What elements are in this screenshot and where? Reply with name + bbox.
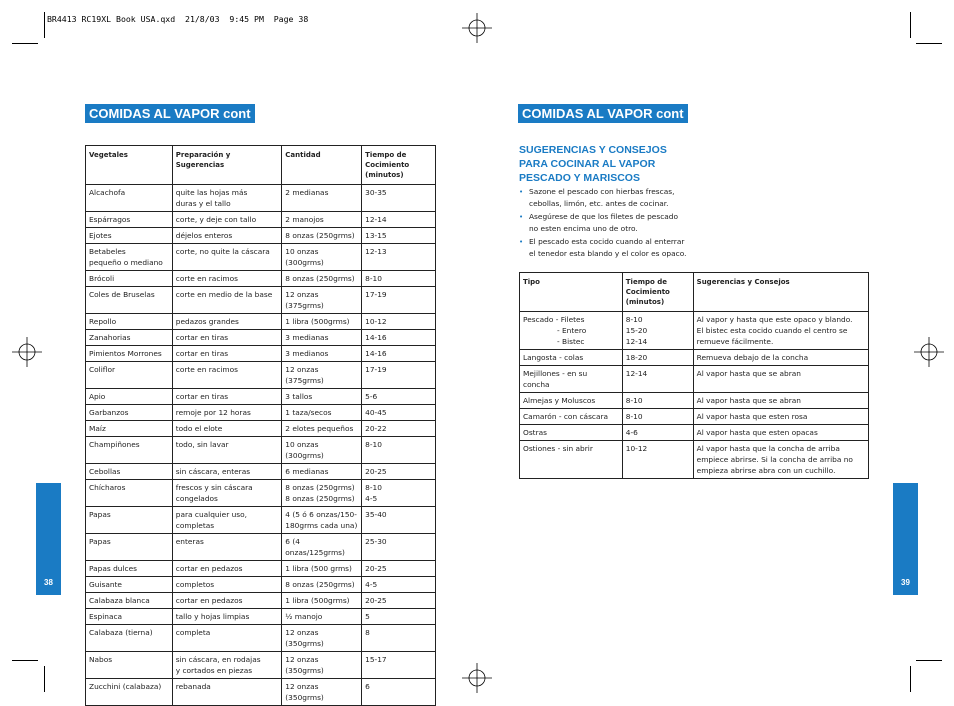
table-cell: Al vapor hasta que se abran	[693, 366, 868, 393]
table-cell: Calabaza (tierna)	[86, 625, 173, 652]
table-row	[86, 346, 436, 362]
table-cell: 1 libra (500grms)	[282, 314, 362, 330]
table-cell: 20-25	[362, 464, 436, 480]
table-row	[86, 271, 436, 287]
table-cell: 18-20	[622, 350, 693, 366]
page-number-right: 39	[901, 578, 910, 587]
tips-list	[519, 186, 699, 260]
table-cell: ½ manojo	[282, 609, 362, 625]
table-cell: 20-25	[362, 593, 436, 609]
print-slug: BR4413 RC19XL Book USA.qxd 21/8/03 9:45 PM Page 38	[47, 14, 309, 24]
table-cell: Espárragos	[86, 212, 173, 228]
table-cell: 3 tallos	[282, 389, 362, 405]
table-row	[86, 437, 436, 464]
table-row	[520, 441, 869, 479]
table-cell: corte, y deje con tallo	[172, 212, 282, 228]
table-row	[86, 480, 436, 507]
table-cell: Ostiones - sin abrir	[520, 441, 623, 479]
page-tab-left	[36, 483, 61, 595]
table-cell: para cualquier uso, completas	[172, 507, 282, 534]
registration-mark-icon	[914, 337, 944, 367]
table-row	[86, 534, 436, 561]
table-cell: 10-12	[622, 441, 693, 479]
table-cell: 17-19	[362, 287, 436, 314]
left-section-title: COMIDAS AL VAPOR cont	[85, 104, 255, 123]
table-cell: 14-16	[362, 346, 436, 362]
table-cell: corte en racimos	[172, 362, 282, 389]
table-cell: completos	[172, 577, 282, 593]
table-cell: Al vapor hasta que esten rosa	[693, 409, 868, 425]
table-cell: 12 onzas (350grms)	[282, 625, 362, 652]
table-cell	[520, 312, 623, 350]
table-cell: 20-22	[362, 421, 436, 437]
table-cell: 8-10	[622, 409, 693, 425]
table-cell: 12-14	[362, 212, 436, 228]
column-header: Sugerencias y Consejos	[693, 273, 868, 312]
tips-subheading: SUGERENCIAS Y CONSEJOS PARA COCINAR AL VAPOR PESCADO Y MARISCOS	[519, 144, 667, 184]
table-cell: 1 libra (500grms)	[282, 593, 362, 609]
table-header-row	[86, 146, 436, 185]
table-cell: corte en racimos	[172, 271, 282, 287]
table-cell: frescos y sin cáscara congelados	[172, 480, 282, 507]
table-row	[86, 652, 436, 679]
table-cell: Zanahorias	[86, 330, 173, 346]
list-item	[519, 211, 699, 236]
table-row	[86, 314, 436, 330]
table-cell: todo, sin lavar	[172, 437, 282, 464]
vegetables-table	[85, 145, 436, 706]
table-cell: Camarón - con cáscara	[520, 409, 623, 425]
table-cell: Papas dulces	[86, 561, 173, 577]
table-cell: 10 onzas (300grms)	[282, 437, 362, 464]
table-cell: 5	[362, 609, 436, 625]
bullet-icon: •	[519, 188, 524, 196]
table-cell: corte, no quite la cáscara	[172, 244, 282, 271]
table-cell: Zucchini (calabaza)	[86, 679, 173, 706]
table-cell: 12 onzas (350grms)	[282, 652, 362, 679]
table-row	[86, 185, 436, 212]
table-cell: 2 manojos	[282, 212, 362, 228]
crop-mark	[44, 666, 45, 692]
table-cell: 8	[362, 625, 436, 652]
table-cell: Coles de Bruselas	[86, 287, 173, 314]
table-cell: 40-45	[362, 405, 436, 421]
table-row	[86, 593, 436, 609]
table-row	[86, 561, 436, 577]
table-row	[86, 212, 436, 228]
table-cell: 8 onzas (250grms)	[282, 228, 362, 244]
tip-text: Sazone el pescado con hierbas frescas, cebollas, limón, etc. antes de cocinar.	[529, 187, 675, 209]
column-header: Vegetales	[86, 146, 173, 185]
table-cell: Al vapor hasta que la concha de arriba empiece abrirse. Si la concha de arriba no empieza abrirse abra con un cuchillo.	[693, 441, 868, 479]
table-cell: cortar en tiras	[172, 346, 282, 362]
table-cell: 8-10	[362, 437, 436, 464]
crop-mark	[916, 660, 942, 661]
column-header: Tiempo de Cocimiento (minutos)	[362, 146, 436, 185]
table-cell: Betabeles pequeño o mediano	[86, 244, 173, 271]
table-cell: 6 medianas	[282, 464, 362, 480]
cell-line: - Bistec	[557, 337, 585, 346]
column-header: Cantidad	[282, 146, 362, 185]
table-row	[520, 409, 869, 425]
registration-mark-icon	[12, 337, 42, 367]
table-row	[86, 287, 436, 314]
table-cell: 8-10	[362, 271, 436, 287]
table-cell: todo el elote	[172, 421, 282, 437]
table-cell: Al vapor hasta que esten opacas	[693, 425, 868, 441]
table-cell: 35-40	[362, 507, 436, 534]
table-cell: 6	[362, 679, 436, 706]
table-cell: Cebollas	[86, 464, 173, 480]
table-cell: 1 taza/secos	[282, 405, 362, 421]
table-cell: 30-35	[362, 185, 436, 212]
table-cell: Mejillones - en su concha	[520, 366, 623, 393]
table-cell: 4-6	[622, 425, 693, 441]
table-row	[86, 577, 436, 593]
table-row	[86, 464, 436, 480]
table-cell: remoje por 12 horas	[172, 405, 282, 421]
table-cell: 3 medianos	[282, 346, 362, 362]
crop-mark	[910, 12, 911, 38]
table-cell: Ejotes	[86, 228, 173, 244]
table-cell: 8-10 4-5	[362, 480, 436, 507]
crop-mark	[910, 666, 911, 692]
table-row	[520, 393, 869, 409]
table-cell: 6 (4 onzas/125grms)	[282, 534, 362, 561]
table-row	[86, 330, 436, 346]
tip-text: El pescado esta cocido cuando al enterrar el tenedor esta blando y el color es opaco.	[529, 236, 687, 259]
table-cell: cortar en pedazos	[172, 593, 282, 609]
table-cell: Remueva debajo de la concha	[693, 350, 868, 366]
table-cell: Papas	[86, 507, 173, 534]
table-row	[86, 244, 436, 271]
table-cell: cortar en tiras	[172, 330, 282, 346]
table-cell: Brócoli	[86, 271, 173, 287]
cell-line: Pescado - Filetes	[523, 315, 585, 324]
table-cell: 8 onzas (250grms)	[282, 577, 362, 593]
table-row	[86, 362, 436, 389]
table-cell: 4-5	[362, 577, 436, 593]
table-cell: 2 medianas	[282, 185, 362, 212]
table-row	[86, 625, 436, 652]
table-cell: 14-16	[362, 330, 436, 346]
table-cell: Coliflor	[86, 362, 173, 389]
table-row	[520, 366, 869, 393]
table-cell: Nabos	[86, 652, 173, 679]
crop-mark	[12, 660, 38, 661]
table-row	[86, 507, 436, 534]
table-cell: 20-25	[362, 561, 436, 577]
table-cell: Espinaca	[86, 609, 173, 625]
table-cell: 8 onzas (250grms)	[282, 271, 362, 287]
table-cell: 12 onzas (375grms)	[282, 362, 362, 389]
registration-mark-icon	[462, 13, 492, 43]
table-header-row	[520, 273, 869, 312]
table-cell: Pimientos Morrones	[86, 346, 173, 362]
table-row	[86, 405, 436, 421]
table-cell: 25-30	[362, 534, 436, 561]
page-number-left: 38	[44, 578, 53, 587]
column-header: Tipo	[520, 273, 623, 312]
table-cell: cortar en tiras	[172, 389, 282, 405]
registration-mark-icon	[462, 663, 492, 693]
table-row	[86, 228, 436, 244]
right-section-title: COMIDAS AL VAPOR cont	[518, 104, 688, 123]
page-tab-right	[893, 483, 918, 595]
table-cell: Ostras	[520, 425, 623, 441]
table-cell: rebanada	[172, 679, 282, 706]
table-row	[86, 679, 436, 706]
tip-text: Asegúrese de que los filetes de pescado no esten encima uno de otro.	[529, 211, 679, 234]
table-cell: 1 libra (500 grms)	[282, 561, 362, 577]
table-cell: 10-12	[362, 314, 436, 330]
table-cell: cortar en pedazos	[172, 561, 282, 577]
table-cell: 10 onzas (300grms)	[282, 244, 362, 271]
table-cell: Champiñones	[86, 437, 173, 464]
table-cell: sin cáscara, en rodajas y cortados en piezas	[172, 652, 282, 679]
cell-line: - Entero	[557, 326, 587, 335]
table-row	[86, 389, 436, 405]
table-cell: Apio	[86, 389, 173, 405]
table-cell: 12 onzas (350grms)	[282, 679, 362, 706]
table-cell: Repollo	[86, 314, 173, 330]
table-cell: 5-6	[362, 389, 436, 405]
table-cell: 2 elotes pequeños	[282, 421, 362, 437]
table-cell: Al vapor hasta que se abran	[693, 393, 868, 409]
table-cell: Calabaza blanca	[86, 593, 173, 609]
table-cell: Al vapor y hasta que este opaco y blando. El bistec esta cocido cuando el centro se remueve fácilmente.	[693, 312, 868, 350]
table-cell: Langosta - colas	[520, 350, 623, 366]
crop-mark	[44, 12, 45, 38]
table-cell: 12 onzas (375grms)	[282, 287, 362, 314]
table-row	[86, 421, 436, 437]
table-cell: pedazos grandes	[172, 314, 282, 330]
list-item	[519, 186, 699, 211]
table-cell: 15-17	[362, 652, 436, 679]
table-cell: corte en medio de la base	[172, 287, 282, 314]
table-cell: Alcachofa	[86, 185, 173, 212]
table-cell: 8-10 15-20 12-14	[622, 312, 693, 350]
table-cell: 3 medianas	[282, 330, 362, 346]
list-item	[519, 236, 699, 261]
table-cell: Garbanzos	[86, 405, 173, 421]
table-cell: Chícharos	[86, 480, 173, 507]
table-cell: déjelos enteros	[172, 228, 282, 244]
column-header: Tiempo de Cocimiento (minutos)	[622, 273, 693, 312]
table-cell: Papas	[86, 534, 173, 561]
table-cell: Guisante	[86, 577, 173, 593]
table-row	[520, 312, 869, 350]
seafood-table	[519, 272, 869, 479]
crop-mark	[12, 43, 38, 44]
table-cell: 17-19	[362, 362, 436, 389]
table-row	[86, 609, 436, 625]
table-cell: 8-10	[622, 393, 693, 409]
table-cell: 8 onzas (250grms) 8 onzas (250grms)	[282, 480, 362, 507]
table-cell: 13-15	[362, 228, 436, 244]
table-cell: 4 (5 ó 6 onzas/150- 180grms cada una)	[282, 507, 362, 534]
table-row	[520, 350, 869, 366]
crop-mark	[916, 43, 942, 44]
table-row	[520, 425, 869, 441]
table-cell: tallo y hojas limpias	[172, 609, 282, 625]
table-cell: Maíz	[86, 421, 173, 437]
table-cell: 12-14	[622, 366, 693, 393]
bullet-icon: •	[519, 237, 524, 246]
table-cell: 12-13	[362, 244, 436, 271]
bullet-icon: •	[519, 212, 524, 221]
table-cell: completa	[172, 625, 282, 652]
table-cell: Almejas y Moluscos	[520, 393, 623, 409]
table-cell: sin cáscara, enteras	[172, 464, 282, 480]
table-cell: quite las hojas más duras y el tallo	[172, 185, 282, 212]
column-header: Preparación y Sugerencias	[172, 146, 282, 185]
table-cell: enteras	[172, 534, 282, 561]
